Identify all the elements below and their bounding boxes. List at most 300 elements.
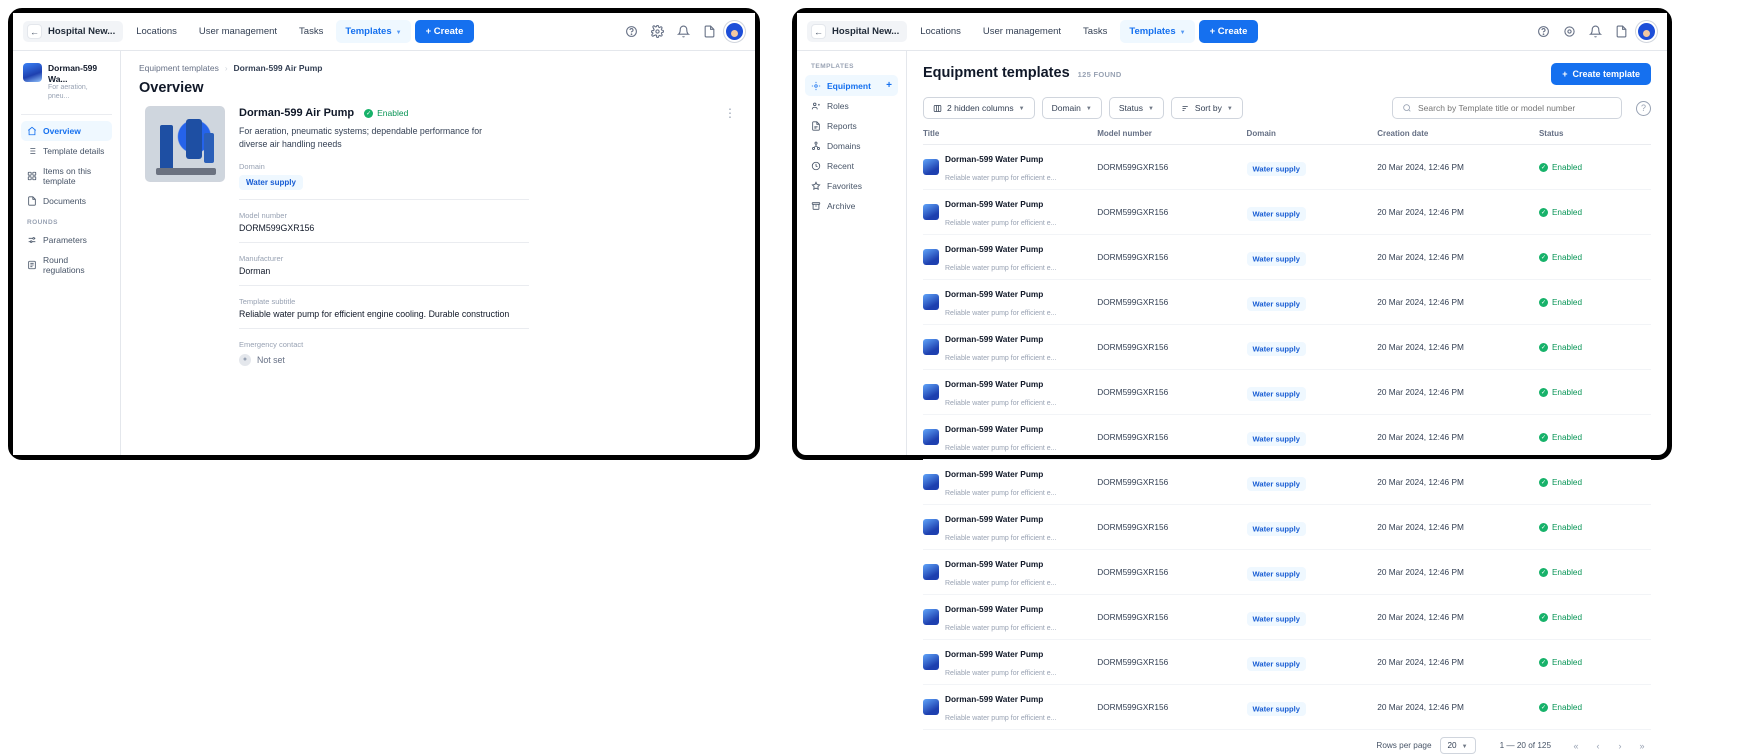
document-icon[interactable] [698,21,720,43]
domain-chip: Water supply [1247,252,1306,266]
sidebar-item-roles[interactable] [805,96,898,116]
cell-creation-date: 20 Mar 2024, 12:46 PM [1377,415,1539,460]
left-body [13,51,755,455]
cell-status [1539,460,1651,505]
status-filter[interactable] [1109,97,1164,119]
photo-shape [160,125,173,171]
table-row[interactable] [923,145,1651,190]
cell-model-number: DORM599GXR156 [1097,685,1246,730]
table-row[interactable] [923,370,1651,415]
cell-creation-date: 20 Mar 2024, 12:46 PM [1377,595,1539,640]
domain-chip: Water supply [1247,522,1306,536]
sidebar-item-label: Overview [43,125,81,136]
check-icon: ✓ [1540,389,1546,396]
cell-title[interactable] [923,325,1097,370]
sidebar-item-label: Items on this template [43,165,92,186]
nav-templates[interactable] [336,20,410,43]
org-switcher[interactable] [23,21,123,42]
check-icon: ✓ [1540,164,1546,171]
bell-icon[interactable] [672,21,694,43]
status-label: Enabled [1551,342,1583,352]
status-label: Enabled [1551,567,1583,577]
nav-label: User management [198,26,278,37]
cell-status [1539,550,1651,595]
chevron-down-icon: ▼ [1226,106,1233,112]
status-label: Enabled [1551,297,1583,307]
table-row[interactable] [923,280,1651,325]
window-template-overview [8,8,760,460]
cell-status [1539,415,1651,460]
chevron-down-icon: ▼ [1147,106,1154,112]
row-title: Dorman-599 Water Pump [945,379,1044,389]
sidebar-template-card[interactable] [21,61,112,110]
cell-model-number: DORM599GXR156 [1097,280,1246,325]
cell-creation-date: 20 Mar 2024, 12:46 PM [1377,370,1539,415]
cell-model-number: DORM599GXR156 [1097,370,1246,415]
model-number-value: DORM599GXR156 [239,222,315,233]
pagination [923,737,1651,754]
cell-domain [1247,640,1378,685]
domain-chip: Water supply [239,175,303,190]
sidebar-item-items-on-this-template[interactable] [21,161,112,191]
check-icon: ✓ [1540,524,1546,531]
page-header [923,63,1651,85]
status-label: Enabled [1551,657,1583,667]
table-row[interactable] [923,640,1651,685]
row-subtitle: Reliable water pump for efficient e... [945,625,1057,632]
breadcrumb-current: Dorman-599 Air Pump [233,63,323,73]
chevron-down-icon: ▼ [395,29,402,36]
cell-domain [1247,145,1378,190]
row-subtitle: Reliable water pump for efficient e... [945,265,1057,272]
reports-icon [811,121,821,131]
templates-table [923,129,1651,730]
domain-filter[interactable] [1042,97,1102,119]
row-title: Dorman-599 Water Pump [945,154,1044,164]
left-sidebar [13,51,121,455]
chevron-down-icon: ▼ [1461,743,1468,750]
nav-user-management[interactable] [974,20,1070,43]
check-icon: ✓ [1540,299,1546,306]
cell-model-number: DORM599GXR156 [1097,550,1246,595]
photo-shape [156,168,216,175]
cell-title[interactable] [923,190,1097,235]
nav-tasks[interactable] [1074,20,1116,43]
sidebar-item-favorites[interactable] [805,176,898,196]
cell-creation-date: 20 Mar 2024, 12:46 PM [1377,325,1539,370]
template-thumbnail [923,699,939,715]
cell-status [1539,640,1651,685]
cell-creation-date: 20 Mar 2024, 12:46 PM [1377,280,1539,325]
equipment-photo [145,106,225,182]
sidebar-item-label: Equipment [827,80,871,91]
help-circle-icon[interactable]: ? [1636,101,1651,116]
cell-status [1539,505,1651,550]
cell-model-number: DORM599GXR156 [1097,235,1246,280]
org-name: Hospital New... [48,26,116,37]
sidebar-item-label: Round regulations [43,254,85,275]
prev-page-button[interactable]: ‹ [1596,740,1600,751]
photo-shape [204,133,214,163]
detail-header [239,106,737,120]
row-title: Dorman-599 Water Pump [945,559,1044,569]
cell-model-number: DORM599GXR156 [1097,325,1246,370]
cell-status [1539,190,1651,235]
template-thumbnail [923,249,939,265]
emergency-contact-text: Not set [257,354,285,365]
document-icon[interactable] [1610,21,1632,43]
search-box[interactable] [1392,97,1622,119]
cell-title[interactable] [923,280,1097,325]
table-row[interactable] [923,685,1651,730]
row-subtitle: Reliable water pump for efficient e... [945,445,1057,452]
rows-per-page-select[interactable] [1440,737,1476,754]
sidebar-card-subtitle: For aeration, pneu... [48,84,88,100]
create-template-button[interactable] [1551,63,1651,85]
status-filter-label: Status [1118,103,1143,113]
columns-icon [933,104,942,113]
items-icon [27,171,37,181]
right-main [907,51,1667,751]
model-number-label: Model number [239,210,287,220]
document-icon [27,196,37,206]
status-badge [364,108,408,118]
nav-label: Locations [136,26,177,37]
chevron-down-icon: ▼ [1085,106,1092,112]
table-row[interactable] [923,550,1651,595]
window-equipment-templates [792,8,1672,751]
status-label: Enabled [1551,162,1583,172]
field-divider [239,285,529,286]
sidebar-item-label: Recent [827,161,854,171]
check-icon: ✓ [1540,569,1546,576]
template-thumbnail [923,204,939,220]
cell-domain [1247,415,1378,460]
row-title: Dorman-599 Water Pump [945,424,1044,434]
search-icon [1402,103,1412,113]
sidebar-item-label: Parameters [43,234,87,245]
row-title: Dorman-599 Water Pump [945,514,1044,524]
template-detail [139,106,737,366]
manufacturer-value: Dorman [239,265,271,276]
home-icon [27,126,37,136]
row-subtitle: Reliable water pump for efficient e... [945,220,1057,227]
sidebar-group-rounds: ROUNDS [27,218,58,226]
next-page-button[interactable]: › [1618,740,1622,751]
cell-title[interactable] [923,640,1097,685]
domain-chip: Water supply [1247,432,1306,446]
field-divider [239,199,529,200]
cell-model-number: DORM599GXR156 [1097,640,1246,685]
nav-locations[interactable] [127,20,186,43]
chevron-down-icon: ▼ [1179,29,1186,36]
person-icon: ● [239,354,251,366]
cell-title[interactable] [923,685,1097,730]
create-button-label: + Create [425,26,464,37]
plus-icon: + [1562,69,1568,79]
page-title: Overview [139,80,204,96]
sidebar-item-template-details[interactable] [21,141,112,161]
table-row[interactable] [923,595,1651,640]
check-icon: ✓ [366,110,372,117]
create-button-label: + Create [1209,26,1248,37]
cell-title[interactable] [923,595,1097,640]
domain-chip: Water supply [1247,567,1306,581]
cell-creation-date: 20 Mar 2024, 12:46 PM [1377,685,1539,730]
template-thumbnail [923,654,939,670]
sidebar-item-label: Archive [827,201,856,211]
sidebar-item-parameters[interactable] [21,230,112,250]
cell-domain [1247,460,1378,505]
nav-user-management[interactable] [190,20,286,43]
cell-title[interactable] [923,505,1097,550]
nav-label: Templates [1129,26,1176,37]
template-thumbnail [923,384,939,400]
column-model-number[interactable]: Model number [1097,129,1246,145]
cell-status [1539,145,1651,190]
row-subtitle: Reliable water pump for efficient e... [945,535,1057,542]
domain-label: Domain [239,161,265,171]
domain-chip: Water supply [1247,297,1306,311]
page-range: 1 — 20 of 125 [1499,741,1551,750]
sidebar-item-documents[interactable] [21,191,112,211]
right-sidebar [797,51,907,455]
table-header-row [923,129,1651,145]
cell-model-number: DORM599GXR156 [1097,145,1246,190]
cell-domain [1247,550,1378,595]
cell-domain [1247,505,1378,550]
domain-chip: Water supply [1247,657,1306,671]
cell-title[interactable] [923,145,1097,190]
cell-domain [1247,235,1378,280]
cell-title[interactable] [923,370,1097,415]
hidden-columns-label: 2 hidden columns [947,103,1014,113]
sidebar-item-round-regulations[interactable] [21,250,112,280]
rows-per-page-value: 20 [1447,741,1457,750]
field-divider [239,328,529,329]
cell-model-number: DORM599GXR156 [1097,190,1246,235]
cell-status [1539,370,1651,415]
left-topbar [13,13,755,51]
cell-creation-date: 20 Mar 2024, 12:46 PM [1377,145,1539,190]
cell-domain [1247,190,1378,235]
field-divider [239,242,529,243]
sidebar-item-overview[interactable] [21,121,112,141]
create-template-label: Create template [1572,69,1640,79]
row-title: Dorman-599 Water Pump [945,649,1044,659]
template-thumbnail [23,63,42,82]
first-page-button[interactable]: « [1573,740,1579,751]
cell-model-number: DORM599GXR156 [1097,460,1246,505]
sort-by-label: Sort by [1194,103,1222,113]
row-title: Dorman-599 Water Pump [945,199,1044,209]
manufacturer-label: Manufacturer [239,253,284,263]
cell-title[interactable] [923,460,1097,505]
avatar-face [1643,30,1650,37]
cell-model-number: DORM599GXR156 [1097,505,1246,550]
row-title: Dorman-599 Water Pump [945,244,1044,254]
sidebar-item-label: Reports [827,121,857,131]
row-subtitle: Reliable water pump for efficient e... [945,490,1057,497]
hidden-columns-filter[interactable] [923,97,1035,119]
sidebar-item-label: Roles [827,101,849,111]
nav-locations[interactable] [911,20,970,43]
org-name: Hospital New... [832,26,900,37]
sort-by-filter[interactable] [1171,97,1243,119]
sidebar-group-templates: TEMPLATES [811,63,854,70]
nav-label: Templates [345,26,392,37]
chevron-down-icon: ▼ [1018,106,1025,112]
cell-creation-date: 20 Mar 2024, 12:46 PM [1377,235,1539,280]
sidebar-item-recent[interactable] [805,156,898,176]
cell-title[interactable] [923,235,1097,280]
check-icon: ✓ [1540,614,1546,621]
template-thumbnail [923,339,939,355]
domain-chip: Water supply [1247,702,1306,716]
column-creation-date[interactable]: Creation date [1377,129,1539,145]
nav-label: Tasks [1083,26,1108,37]
cell-domain [1247,280,1378,325]
column-status[interactable]: Status [1539,129,1651,145]
row-subtitle: Reliable water pump for efficient e... [945,310,1057,317]
equipment-description: For aeration, pneumatic systems; dependable performance for diverse air handling needs [239,126,483,149]
back-arrow-icon[interactable]: ← [27,24,42,39]
row-title: Dorman-599 Water Pump [945,469,1044,479]
cell-domain [1247,325,1378,370]
template-thumbnail [923,609,939,625]
create-button[interactable] [415,20,475,43]
gear-icon[interactable] [1558,21,1580,43]
check-icon: ✓ [1540,479,1546,486]
status-label: Enabled [1551,207,1583,217]
more-options-icon[interactable]: ⋮ [724,106,737,120]
sort-icon [1181,104,1190,113]
check-icon: ✓ [1540,704,1546,711]
row-subtitle: Reliable water pump for efficient e... [945,580,1057,587]
roles-icon [811,101,821,111]
table-body [923,145,1651,730]
cell-creation-date: 20 Mar 2024, 12:46 PM [1377,460,1539,505]
check-icon: ✓ [1540,344,1546,351]
check-icon: ✓ [1540,254,1546,261]
nav-tasks[interactable] [290,20,332,43]
sidebar-divider [21,114,112,115]
regulations-icon [27,260,37,270]
sidebar-item-archive[interactable] [805,196,898,216]
emergency-contact-label: Emergency contact [239,339,304,349]
table-row[interactable] [923,325,1651,370]
column-title[interactable]: Title [923,129,1097,145]
archive-icon [811,201,821,211]
table-row[interactable] [923,505,1651,550]
search-input[interactable] [1418,103,1612,113]
row-title: Dorman-599 Water Pump [945,694,1044,704]
status-label: Enabled [377,108,409,118]
status-label: Enabled [1551,702,1583,712]
sidebar-card-title: Dorman-599 Wa... [48,63,98,84]
cell-title[interactable] [923,550,1097,595]
row-subtitle: Reliable water pump for efficient e... [945,175,1057,182]
help-circle-icon[interactable] [1532,21,1554,43]
list-icon [27,146,37,156]
template-thumbnail [923,519,939,535]
last-page-button[interactable]: » [1639,740,1645,751]
table-row[interactable] [923,235,1651,280]
cell-status [1539,595,1651,640]
star-icon [811,181,821,191]
status-label: Enabled [1551,522,1583,532]
left-main [121,51,755,455]
filter-bar [923,97,1651,119]
org-switcher[interactable] [807,21,907,42]
avatar[interactable] [1636,21,1657,42]
row-title: Dorman-599 Water Pump [945,604,1044,614]
domain-chip: Water supply [1247,477,1306,491]
cell-domain [1247,595,1378,640]
status-label: Enabled [1551,387,1583,397]
sidebar-item-reports[interactable] [805,116,898,136]
bell-icon[interactable] [1584,21,1606,43]
back-arrow-icon[interactable]: ← [811,24,826,39]
cell-status [1539,685,1651,730]
status-label: Enabled [1551,432,1583,442]
breadcrumb-separator: › [224,63,228,73]
cell-creation-date: 20 Mar 2024, 12:46 PM [1377,190,1539,235]
avatar[interactable] [724,21,745,42]
gear-icon[interactable] [646,21,668,43]
help-circle-icon[interactable] [620,21,642,43]
cell-creation-date: 20 Mar 2024, 12:46 PM [1377,640,1539,685]
template-subtitle-label: Template subtitle [239,296,296,306]
breadcrumb [139,63,737,73]
row-subtitle: Reliable water pump for efficient e... [945,400,1057,407]
domain-chip: Water supply [1247,342,1306,356]
sidebar-item-equipment[interactable] [805,75,898,96]
template-subtitle-value: Reliable water pump for efficient engine cooling. Durable construction [239,308,510,319]
domain-chip: Water supply [1247,387,1306,401]
table-row[interactable] [923,190,1651,235]
cell-model-number: DORM599GXR156 [1097,415,1246,460]
clock-icon [811,161,821,171]
create-button[interactable] [1199,20,1259,43]
check-icon: ✓ [1540,209,1546,216]
row-title: Dorman-599 Water Pump [945,289,1044,299]
table-row[interactable] [923,460,1651,505]
breadcrumb-root[interactable]: Equipment templates [139,63,219,73]
sidebar-item-domains[interactable] [805,136,898,156]
add-equipment-icon[interactable]: + [886,80,892,91]
template-thumbnail [923,429,939,445]
row-title: Dorman-599 Water Pump [945,334,1044,344]
cell-status [1539,325,1651,370]
domain-chip: Water supply [1247,162,1306,176]
cell-title[interactable] [923,415,1097,460]
status-label: Enabled [1551,252,1583,262]
page-title: Equipment templates [923,65,1070,81]
right-topbar [797,13,1667,51]
cell-domain [1247,370,1378,415]
sidebar-item-label: Documents [43,195,86,206]
nav-templates[interactable] [1120,20,1194,43]
domain-chip: Water supply [1247,207,1306,221]
column-domain[interactable]: Domain [1247,129,1378,145]
emergency-contact-value [239,354,737,366]
sidebar-item-label: Favorites [827,181,862,191]
row-subtitle: Reliable water pump for efficient e... [945,715,1057,722]
sidebar-item-label: Domains [827,141,861,151]
table-row[interactable] [923,415,1651,460]
domain-filter-label: Domain [1051,103,1081,113]
